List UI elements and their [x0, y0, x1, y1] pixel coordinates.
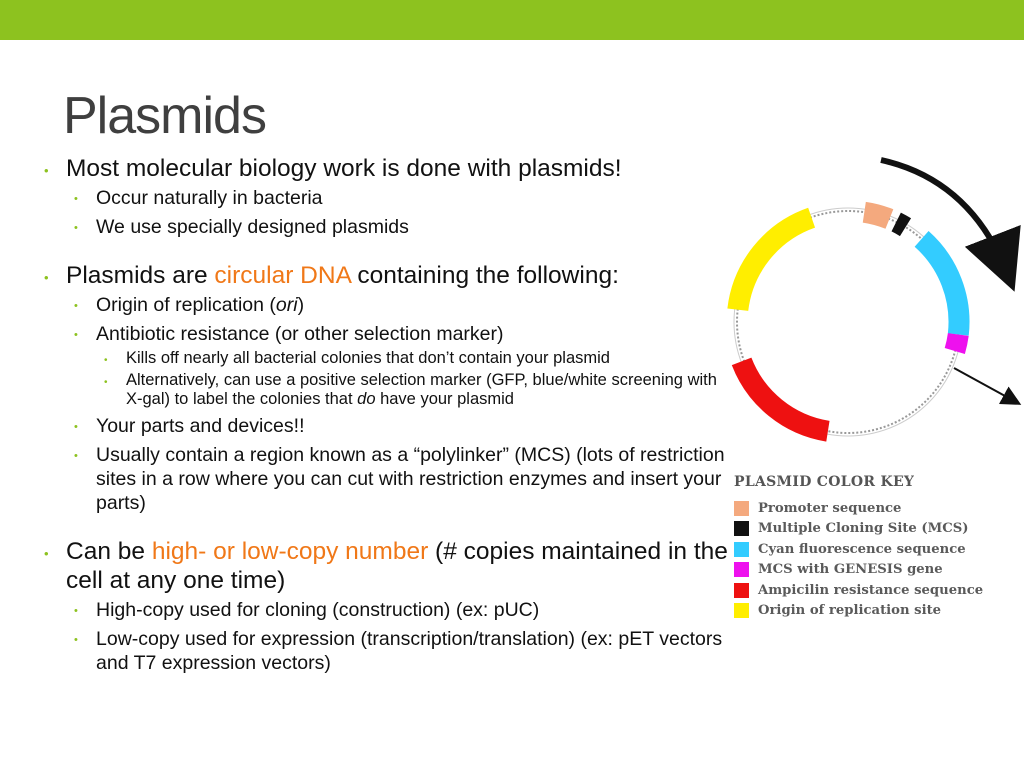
color-key-label: Origin of replication site	[758, 603, 942, 619]
bullet-level2: • Antibiotic resistance (or other selection marker)	[74, 323, 504, 345]
color-swatch-icon	[734, 583, 749, 598]
plasmid-map	[716, 150, 1024, 480]
bullet-dot-icon: •	[104, 355, 108, 366]
bullet-level2: • We use specially designed plasmids	[74, 216, 409, 238]
color-swatch-icon	[734, 521, 749, 536]
color-swatch-icon	[734, 603, 749, 618]
top-accent-bar	[0, 0, 1024, 40]
color-key-label: Promoter sequence	[758, 500, 902, 516]
bullet-dot-icon: •	[44, 270, 49, 285]
bullet-dot-icon: •	[74, 605, 78, 617]
bullet-level3: • Alternatively, can use a positive selection marker (GFP, blue/white screening with X-gal) to label the colonies that do have your plasmid	[104, 371, 717, 408]
bullet-dot-icon: •	[74, 634, 78, 646]
bullet-level2: • Your parts and devices!!	[74, 415, 305, 437]
bullet-level1: • Plasmids are circular DNA containing the following:	[44, 262, 619, 289]
bullet-dot-icon: •	[74, 421, 78, 433]
color-key-item	[734, 560, 1024, 580]
bullet-dot-icon: •	[44, 163, 49, 178]
slide-title: Plasmids	[63, 87, 266, 145]
color-swatch-icon	[734, 501, 749, 516]
color-swatch-icon	[734, 562, 749, 577]
color-swatch-icon	[734, 542, 749, 557]
highlight-text: circular DNA	[214, 262, 351, 289]
insertion-arrow-icon	[954, 368, 1016, 402]
color-key-title: PLASMID COLOR KEY	[734, 474, 915, 490]
highlight-text: high- or low-copy number	[151, 538, 429, 565]
ampicillin-resistance-segment	[742, 361, 828, 431]
cyan-fluorescence-segment	[922, 239, 959, 335]
bullet-level2: • Usually contain a region known as a “polylinker” (MCS) (lots of restriction sites in a row where you can cut with restriction enzymes and insert your parts)	[74, 444, 725, 514]
plasmid-diagram	[716, 150, 1024, 480]
bullet-level2: • Origin of replication (ori)	[74, 294, 305, 316]
mcs-genesis-segment	[955, 335, 959, 352]
bullet-level2: • Low-copy used for expression (transcription/translation) (ex: pET vectors and T7 expression vectors)	[74, 628, 723, 674]
color-key-label: Cyan fluorescence sequence	[758, 541, 966, 557]
color-key-item	[734, 519, 1024, 539]
mcs-segment	[896, 222, 905, 227]
bullet-dot-icon: •	[74, 193, 78, 205]
bullet-dot-icon: •	[44, 546, 49, 561]
promoter-segment	[864, 212, 889, 219]
bullet-dot-icon: •	[104, 377, 108, 388]
bullet-level2: • Occur naturally in bacteria	[74, 187, 323, 209]
origin-of-replication-segment	[738, 218, 812, 310]
color-key-item	[734, 539, 1024, 559]
bullet-level1: • Most molecular biology work is done with plasmids!	[44, 155, 622, 182]
color-key-item	[734, 498, 1024, 518]
bullet-level1: • Can be high- or low-copy number (# copies maintained in the cell at any one time)	[44, 538, 728, 594]
color-key-label: Multiple Cloning Site (MCS)	[758, 521, 969, 537]
bullet-dot-icon: •	[74, 450, 78, 462]
bullet-level2: • High-copy used for cloning (construction) (ex: pUC)	[74, 599, 540, 621]
color-key-item	[734, 580, 1024, 600]
color-key-label: Ampicilin resistance sequence	[758, 582, 984, 598]
bullet-list	[42, 154, 732, 675]
bullet-dot-icon: •	[74, 329, 78, 341]
bullet-dot-icon: •	[74, 222, 78, 234]
bullet-level3: • Kills off nearly all bacterial colonies that don’t contain your plasmid	[104, 349, 610, 367]
bullet-dot-icon: •	[74, 300, 78, 312]
color-key-label: MCS with GENESIS gene	[758, 562, 943, 578]
plasmid-color-key	[734, 474, 1024, 622]
color-key-item	[734, 601, 1024, 621]
